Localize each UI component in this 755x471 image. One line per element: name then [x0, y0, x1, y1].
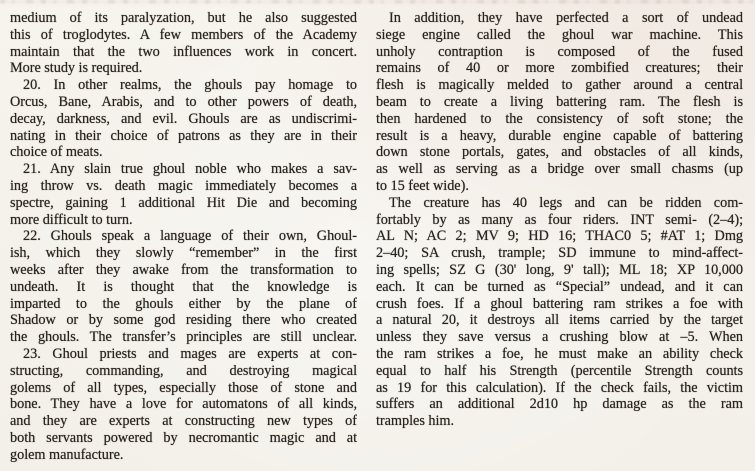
text-line: AL N; AC 2; MV 9; HD 16; THAC0 5; #AT 1; Dmg	[376, 228, 743, 245]
text-line: a natural 20, it destroys all items carried by the target	[376, 312, 743, 329]
text-line: down stone portals, gates, and obstacles of all kinds,	[376, 144, 743, 161]
text-line: the ghouls. The transfer’s principles are still unclear.	[10, 329, 357, 346]
text-line: the ram strikes a foe, he must make an ability check	[376, 345, 743, 362]
text-line: unless they save versus a crushing blow at –5. When	[376, 329, 743, 346]
text-line: fortably by as many as four riders. INT semi- (2–4);	[376, 211, 743, 228]
text-line: ing spells; SZ G (30' long, 9' tall); ML 18; XP 10,000	[376, 261, 743, 278]
text-line: crush foes. If a ghoul battering ram strikes a foe with	[376, 295, 743, 312]
text-line: ing throw vs. death magic immediately becomes a	[10, 177, 357, 194]
text-line: more difficult to turn.	[10, 211, 133, 228]
text-line: Orcus, Bane, Arabis, and to other powers of death,	[10, 93, 357, 110]
text-line: nating in their choice of patrons as they are in their	[10, 127, 357, 144]
text-line: bone. They have a love for automatons of all kinds,	[10, 396, 357, 413]
text-line: weeks after they awake from the transformation to	[10, 261, 357, 278]
text-line: undeath. It is thought that the knowledge is	[10, 278, 357, 295]
text-line: imparted to the ghouls either by the plane of	[10, 295, 357, 312]
text-line: as well as serving as a bridge over small chasms (up	[376, 161, 743, 178]
text-line: to 15 feet wide).	[376, 177, 469, 194]
text-line: medium of its paralyzation, but he also suggested	[10, 10, 357, 26]
text-line: flesh is magically melded to gather around a central	[376, 77, 743, 94]
text-line: and they are experts at constructing new types of	[10, 413, 357, 430]
text-line: siege engine called the ghoul war machine. This	[376, 26, 743, 43]
left-text-column	[10, 10, 357, 464]
text-line: 22. Ghouls speak a language of their own, Ghoul-	[23, 228, 357, 245]
text-line: maintain that the two influences work in concert.	[10, 43, 357, 60]
text-line: choice of meats.	[10, 144, 103, 161]
right-text-column	[376, 10, 743, 464]
text-line: this of troglodytes. A few members of the Academy	[10, 26, 357, 43]
text-line: Shadow or by some god residing there who created	[10, 312, 357, 329]
text-line: ish, which they slowly “remember” in the first	[10, 245, 357, 262]
text-line: 21. Any slain true ghoul noble who makes a sav-	[23, 161, 357, 178]
text-line: each. It can be turned as “Special” undead, and it can	[376, 278, 743, 295]
text-line: 20. In other realms, the ghouls pay homage to	[23, 77, 357, 94]
text-line: beam to create a living battering ram. The flesh is	[376, 93, 743, 110]
text-line: 23. Ghoul priests and mages are experts at con-	[23, 345, 357, 362]
text-line: In addition, they have perfected a sort of undead	[389, 10, 743, 26]
text-line: then hardened to the consistency of soft stone; the	[376, 110, 743, 127]
text-line: golems of all types, especially those of stone and	[10, 379, 357, 396]
text-line: suffers an additional 2d10 hp damage as the ram	[376, 396, 743, 413]
text-line: result is a heavy, durable engine capable of battering	[376, 127, 743, 144]
text-line: as 19 for this calculation). If the check fails, the victim	[376, 379, 743, 396]
text-line: spectre, gaining 1 additional Hit Die and becoming	[10, 194, 357, 211]
text-line: 2–40; SA crush, trample; SD immune to mind-affect-	[376, 245, 743, 262]
text-line: both servants powered by necromantic magic and at	[10, 429, 357, 446]
text-line: structing, commanding, and destroying magical	[10, 362, 357, 379]
text-line: remains of 40 or more zombified creatures; their	[376, 60, 743, 77]
text-line: The creature has 40 legs and can be ridden com-	[389, 194, 743, 211]
text-line: decay, darkness, and evil. Ghouls are as undiscrimi-	[10, 110, 357, 127]
text-line: unholy contraption is composed of the fused	[376, 43, 743, 60]
text-line: golem manufacture.	[10, 446, 124, 463]
text-line: equal to half his Strength (percentile Strength counts	[376, 362, 743, 379]
text-line: tramples him.	[376, 413, 454, 430]
text-line: More study is required.	[10, 60, 143, 77]
